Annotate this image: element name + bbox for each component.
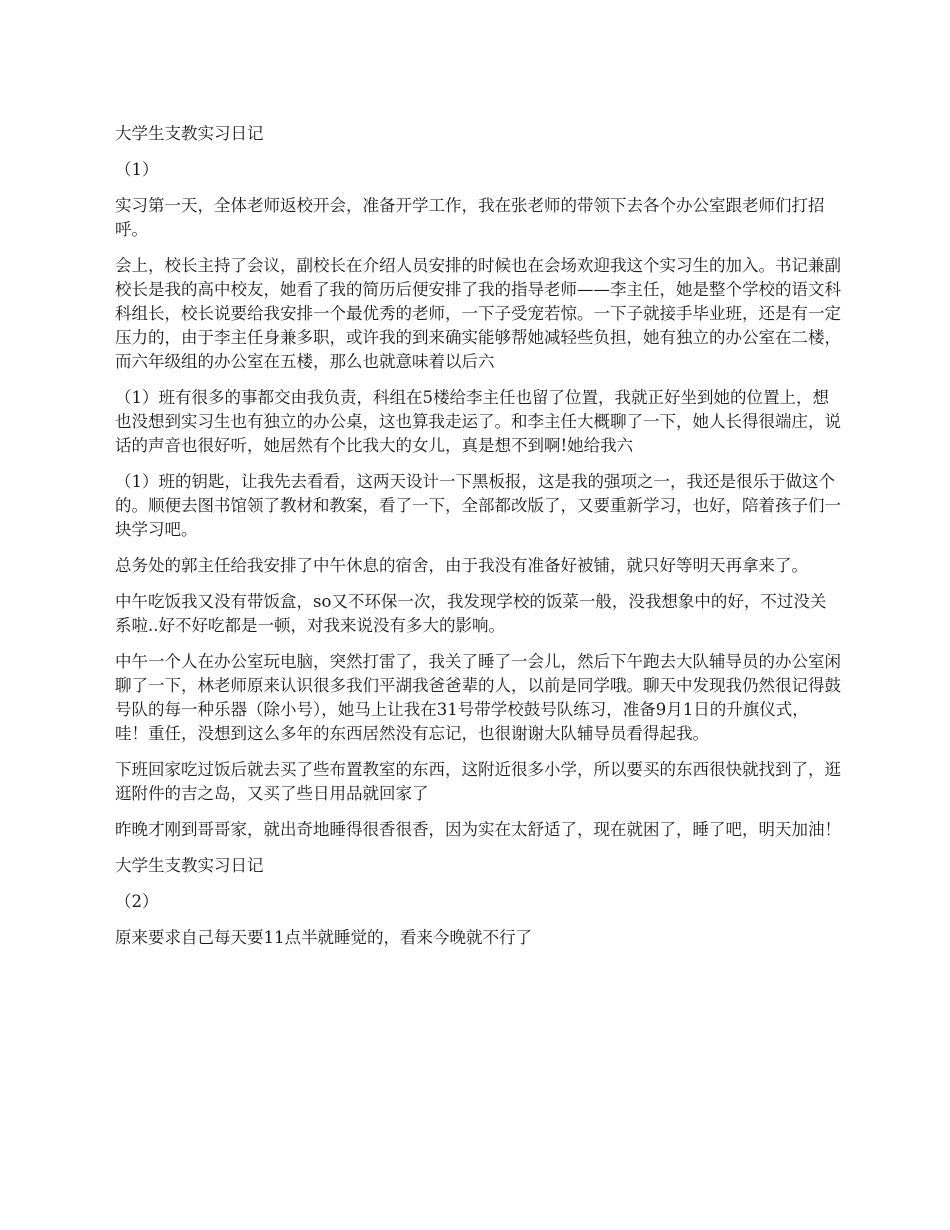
body-paragraph: （1）班的钥匙，让我先去看看，这两天设计一下黑板报，这是我的强项之一，我还是很乐于做这个的。顺便去图书馆领了教材和教案，看了一下，全部都改版了，又要重新学习，也好，陪着孩子们一块学习吧。 [115, 472, 841, 539]
body-paragraph: 中午吃饭我又没有带饭盒，so又不环保一次，我发现学校的饭菜一般，没我想象中的好，不过没关系啦..好不好吃都是一顿，对我来说没有多大的影响。 [115, 592, 827, 635]
body-paragraph: 下班回家吃过饭后就去买了些布置教室的东西，这附近很多小学，所以要买的东西很快就找到了，逛逛附件的吉之岛，又买了些日用品就回家了 [115, 760, 841, 803]
body-paragraph: 实习第一天，全体老师返校开会，准备开学工作，我在张老师的带领下去各个办公室跟老师们打招呼。 [115, 196, 825, 239]
body-paragraph: 原来要求自己每天要11点半就睡觉的，看来今晚就不行了 [115, 928, 532, 947]
diary-title: 大学生支教实习日记 [115, 856, 264, 875]
diary-title: 大学生支教实习日记 [115, 124, 264, 143]
document-page [115, 122, 841, 962]
body-paragraph: 总务处的郭主任给我安排了中午休息的宿舍，由于我没有准备好被铺，就只好等明天再拿来了。 [115, 556, 808, 575]
entry-number: （2） [115, 892, 159, 911]
body-paragraph: 会上，校长主持了会议，副校长在介绍人员安排的时候也在会场欢迎我这个实习生的加入。书记兼副校长是我的高中校友，她看了我的简历后便安排了我的指导老师——李主任，她是整个学校的语文科科组长，校长说要给我安排一个最优秀的老师，一下子受宠若惊。一下子就接手毕业班，还是有一定压力的，由于李主任身兼多职，或许我的到来确实能够帮她减轻些负担，她有独立的办公室在二楼，而六年级组的办公室在五楼，那么也就意味着以后六 [115, 256, 841, 371]
body-paragraph: 昨晚才刚到哥哥家，就出奇地睡得很香很香，因为实在太舒适了，现在就困了，睡了吧，明天加油！ [115, 820, 841, 839]
body-paragraph: （1）班有很多的事都交由我负责，科组在5楼给李主任也留了位置，我就正好坐到她的位置上，想也没想到实习生也有独立的办公桌，这也算我走运了。和李主任大概聊了一下，她人长得很端庄，说话的声音也很好听，她居然有个比我大的女儿，真是想不到啊!她给我六 [115, 388, 841, 455]
entry-number: （1） [115, 160, 159, 179]
body-paragraph: 中午一个人在办公室玩电脑，突然打雷了，我关了睡了一会儿，然后下午跑去大队辅导员的办公室闲聊了一下，林老师原来认识很多我们平湖我爸爸辈的人，以前是同学哦。聊天中发现我仍然很记得鼓号队的每一种乐器（除小号），她马上让我在31号带学校鼓号队练习，准备9月1日的升旗仪式，哇！重任，没想到这么多年的东西居然没有忘记，也很谢谢大队辅导员看得起我。 [115, 652, 841, 743]
